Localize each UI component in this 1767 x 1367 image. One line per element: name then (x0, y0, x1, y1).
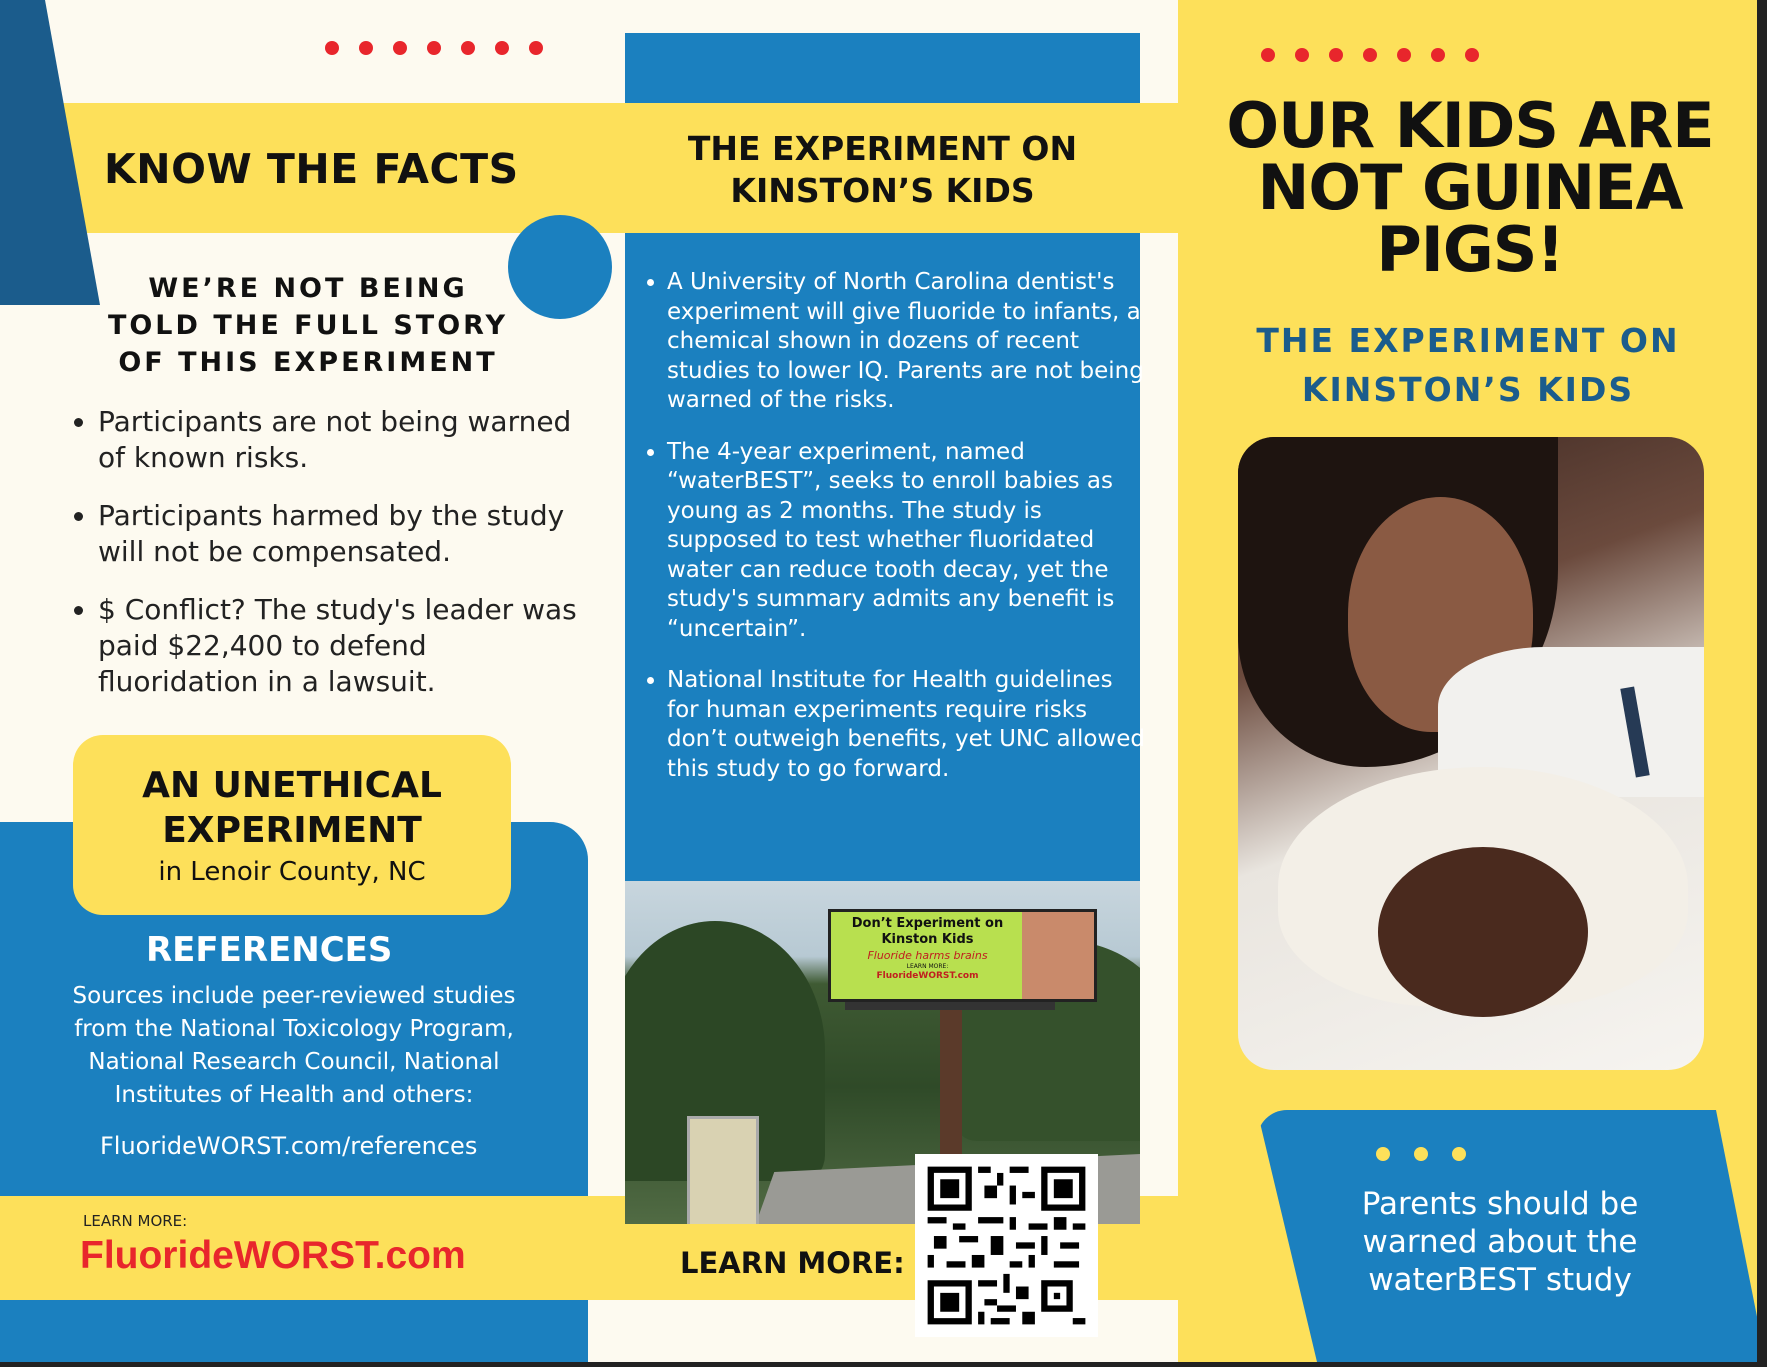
qr-code[interactable] (915, 1154, 1098, 1337)
references-title: REFERENCES (146, 930, 393, 970)
red-dots-left (325, 41, 543, 55)
billboard-line4: FluorideWORST.com (876, 971, 979, 981)
main-headline: OUR KIDS ARE NOT GUINEA PIGS! (1226, 89, 1714, 286)
experiment-bullet: • The 4-year experiment, named “waterBEST”, seeks to enroll babies as young as 2 months. The study is supposed to test whether fluoridated water can reduce tooth decay, yet the study's summary admits any benefit is “uncertain”. (667, 438, 1147, 645)
billboard-line3: Fluoride harms brains (867, 949, 988, 962)
bottom-callout-text: Parents should be warned about the waterBEST study (1361, 1186, 1639, 1298)
baby-face (1378, 847, 1588, 1017)
store-sign (687, 1116, 759, 1224)
decorative-blue-circle (508, 215, 612, 319)
billboard-line2: Kinston Kids (881, 932, 974, 947)
website-link[interactable]: FluorideWORST.com (80, 1234, 466, 1277)
experiment-bullet: • National Institute for Health guidelines for human experiments require risks don’t outweigh benefits, yet UNC allowed this study to go forward. (667, 666, 1147, 784)
qr-code-graphic (915, 1154, 1098, 1337)
middle-heading: THE EXPERIMENT ON KINSTON’S KIDS (687, 129, 1078, 210)
experiment-bullets (641, 268, 1147, 806)
billboard-line1: Don’t Experiment on (851, 916, 1004, 931)
experiment-bullet: • A University of North Carolina dentist's experiment will give fluoride to infants, a chemical shown in dozens of recent studies to lower IQ. Parents are not being warned of the risks. (667, 268, 1147, 416)
right-subtitle: THE EXPERIMENT ON KINSTON’S KIDS (1256, 321, 1680, 409)
learn-more-label: LEARN MORE: (680, 1246, 905, 1280)
fact-item: • $ Conflict? The study's leader was paid $22,400 to defend fluoridation in a lawsuit. (98, 592, 578, 700)
bottom-edge-border (0, 1362, 1767, 1367)
facts-list (68, 404, 578, 722)
mother-baby-photo (1238, 437, 1704, 1070)
left-subheading: WE’RE NOT BEING TOLD THE FULL STORY OF THIS EXPERIMENT (107, 273, 509, 378)
references-text: Sources include peer-reviewed studies from the National Toxicology Program, National Research Council, National Institutes of Health and others: (72, 983, 516, 1108)
middle-top-blue-bar (625, 33, 1140, 103)
fact-item: • Participants are not being warned of known risks. (98, 404, 578, 476)
callout-location: in Lenoir County, NC (158, 857, 426, 887)
billboard-small: LEARN MORE: (906, 963, 949, 970)
references-url[interactable]: FluorideWORST.com/references (100, 1132, 478, 1160)
billboard-sign (828, 909, 1027, 1002)
left-heading: KNOW THE FACTS (104, 145, 519, 193)
fact-item: • Participants harmed by the study will not be compensated. (98, 498, 578, 570)
bottom-left-blue-strip (0, 1300, 588, 1367)
callout-title: AN UNETHICAL EXPERIMENT (142, 765, 442, 851)
unethical-callout (73, 735, 511, 915)
yellow-dots (1376, 1147, 1466, 1161)
learn-more-small-label: LEARN MORE: (83, 1212, 188, 1230)
red-dots-right (1261, 48, 1479, 62)
right-edge-border (1757, 0, 1767, 1367)
billboard-baby-face (1022, 909, 1097, 1002)
